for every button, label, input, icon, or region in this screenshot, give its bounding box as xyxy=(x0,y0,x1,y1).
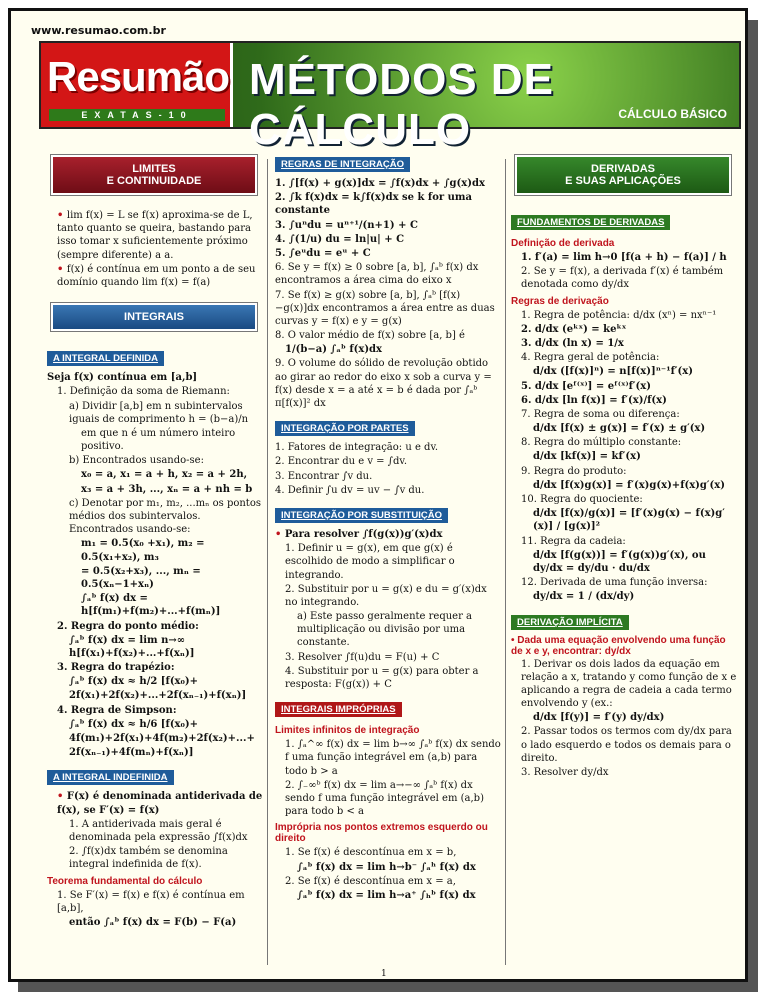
list-item: 1. Fatores de integração: u e dv. xyxy=(275,442,439,454)
site-url: www.resumao.com.br xyxy=(31,24,166,37)
text: f(x) é contínua em um ponto a de seu domínio quando lim f(x) = f(a) xyxy=(57,263,256,288)
cheat-sheet-page xyxy=(8,8,748,982)
formula: m₁ = 0.5(x₀ +x₁), m₂ = 0.5(x₁+x₂), m₃ xyxy=(81,538,205,563)
bullet: • xyxy=(275,528,285,540)
list-item: 4. Substituir por u = g(x) para obter a resposta: F(g(x)) + C xyxy=(285,665,479,690)
formula: ∫ₐᵇ f(x) dx = lim n→∞ h[f(x₁)+f(x₂)+...+f(xₙ)] xyxy=(69,634,195,659)
list-item xyxy=(275,528,501,541)
formula: d/dx [kf(x)] = kf′(x) xyxy=(533,451,641,463)
formula: 1/(b−a) ∫ₐᵇ f(x)dx xyxy=(285,344,383,356)
formula: d/dx [f(y)] = f′(y) dy/dx) xyxy=(533,712,665,724)
list-item: Seja f(x) contínua em [a,b] xyxy=(47,372,198,384)
limit-definition xyxy=(47,209,263,262)
list-item: 2. Regra do ponto médio: xyxy=(57,620,199,632)
rule-item: 6. Se y = f(x) ≥ 0 sobre [a, b], ∫ₐᵇ f(x) dx encontramos a área cima do eixo x xyxy=(275,262,479,287)
formula: 2f(x₁)+2f(x₂)+...+2f(xₙ₋₁)+f(xₙ)] xyxy=(69,690,247,702)
section-header-line: E SUAS APLICAÇÕES xyxy=(565,175,681,187)
subsection-implicit-derivation: DERIVAÇÃO IMPLÍCITA xyxy=(511,615,629,630)
column-divider xyxy=(267,159,268,965)
formula: 4f(m₁)+2f(x₁)+4f(m₂)+2f(x₂)+...+ xyxy=(69,733,255,744)
rule-item: 7. Se f(x) ≥ g(x) sobre [a, b], ∫ₐᵇ [f(x)−g(x)]dx encontramos a área entre as duas curvas y = f(x) e y = g(x) xyxy=(275,289,495,327)
formula: ∫ₐᵇ f(x) dx = lim h→a⁺ ∫ₕᵇ f(x) dx xyxy=(297,889,476,901)
section-header-integrals: INTEGRAIS xyxy=(51,303,257,331)
list-item: 3. Regra do trapézio: xyxy=(57,662,175,674)
brand-logo xyxy=(41,43,233,127)
list-item: 2. Passar todos os termos com dy/dx para o lado esquerdo e todos os demais para o direito. xyxy=(521,726,732,764)
rule-item: 6. d/dx [ln f(x)] = f′(x)/f(x) xyxy=(521,394,667,406)
rule-item: 8. O valor médio de f(x) sobre [a, b] é xyxy=(275,330,465,342)
content-area xyxy=(39,151,741,971)
list-item: em que n é um número inteiro positivo. xyxy=(81,427,236,453)
list-item: a) Dividir [a,b] em n subintervalos iguais de comprimento h = (b−a)/n xyxy=(69,400,249,425)
rule-item: 2. d/dx (eᵏˣ) = keᵏˣ xyxy=(521,323,627,335)
subsection-integration-by-parts: INTEGRAÇÃO POR PARTES xyxy=(275,421,415,436)
formula: d/dx ([f(x)]ⁿ) = n[f(x)]ⁿ⁻¹f′(x) xyxy=(533,366,693,378)
rule-item: 4. Regra geral de potência: xyxy=(521,352,660,364)
text: F(x) é denominada antiderivada de f(x), se F′(x) = f(x) xyxy=(57,791,263,816)
list-item: 2. Se f(x) é descontínua em x = a, xyxy=(285,875,456,887)
rule-item: 11. Regra da cadeia: xyxy=(521,535,626,547)
formula: d/dx [f(g(x))] = f′(g(x))g′(x), ou dy/dx = dy/du · du/dx xyxy=(533,549,706,574)
rule-item: 12. Derivada de uma função inversa: xyxy=(521,577,708,589)
rule-item: 9. Regra do produto: xyxy=(521,465,627,477)
formula: = 0.5(x₂+x₃), ..., mₙ = 0.5(xₙ−1+xₙ) xyxy=(81,565,201,590)
rule-item: 9. O volume do sólido de revolução obtido ao girar ao redor do eixo x sob a curva y = f(x) desde x = a até x = b é dada por ∫ₐᵇ π[f(x)]² dx xyxy=(275,358,492,409)
bullet: • xyxy=(57,210,67,221)
bullet: • xyxy=(511,634,518,646)
rule-item: 1. Regra de potência: d/dx (xⁿ) = nxⁿ⁻¹ xyxy=(521,309,717,321)
section-header-derivatives xyxy=(515,155,731,195)
formula: d/dx [f(x)g(x)] = f′(x)g(x)+f(x)g′(x) xyxy=(533,479,725,491)
text: lim f(x) = L se f(x) aproxima-se de L, tanto quanto se queira, bastando para isso tomar x suficientemente próximo (sempre diferente) a a. xyxy=(57,210,253,261)
formula: dy/dx = 1 / (dx/dy) xyxy=(533,591,635,603)
bullet: • xyxy=(57,791,67,803)
list-item: 4. Definir ∫u dv = uv − ∫v du. xyxy=(275,484,425,496)
rule-item: 10. Regra do quociente: xyxy=(521,494,643,505)
column-left xyxy=(47,151,263,930)
rule-item: 5. d/dx [eᶠ⁽ˣ⁾] = eᶠ⁽ˣ⁾f′(x) xyxy=(521,380,651,392)
section-header-limits xyxy=(51,155,257,195)
page-number: 1 xyxy=(381,969,387,979)
improper-title-endpoints: Imprópria nos pontos extremos esquerdo ou direito xyxy=(275,822,488,845)
subsection-derivative-fundamentals: FUNDAMENTOS DE DERIVADAS xyxy=(511,215,670,230)
subsection-definite-integral: A INTEGRAL DEFINIDA xyxy=(47,351,164,366)
list-item: 3. Resolver dy/dx xyxy=(521,767,609,778)
rule-item: 4. ∫(1/u) du = ln|u| + C xyxy=(275,233,405,245)
list-item: 2. ∫f(x)dx também se denomina integral indefinida de f(x). xyxy=(69,846,228,871)
continuity-definition xyxy=(47,263,263,289)
list-item: 2. Encontrar du e v = ∫dv. xyxy=(275,456,407,468)
derivative-definition-title: Definição de derivada xyxy=(511,238,615,249)
list-item: 3. Resolver ∫f(u)du = F(u) + C xyxy=(285,651,440,663)
rule-item: 7. Regra de soma ou diferença: xyxy=(521,408,680,420)
formula: x₀ = a, x₁ = a + h, x₂ = a + 2h, xyxy=(81,469,248,481)
list-item: 1. Se f(x) é descontínua em x = b, xyxy=(285,847,457,859)
list-item: 3. Encontrar ∫v du. xyxy=(275,470,373,482)
formula: ∫ₐᵇ f(x) dx = lim h→b⁻ ∫ₐʰ f(x) dx xyxy=(297,861,476,873)
improper-title-infinite-limits: Limites infinitos de integração xyxy=(275,725,420,737)
section-header-line: E CONTINUIDADE xyxy=(106,175,202,187)
list-item xyxy=(47,790,263,816)
list-item: 1. A antiderivada mais geral é denominada pela expressão ∫f(x)dx xyxy=(69,818,248,843)
list-item: 1. Derivar os dois lados da equação em relação a x, tratando y como função de x e aplicando a regra de cadeia a cada termo envolvendo y (ex.: xyxy=(521,658,737,710)
rule-item: 3. d/dx (ln x) = 1/x xyxy=(521,337,624,349)
subsection-integration-by-substitution: INTEGRAÇÃO POR SUBSTITUIÇÃO xyxy=(275,508,448,523)
rule-item: 5. ∫eᵘdu = eᵘ + C xyxy=(275,247,371,259)
list-item: 1. Se F′(x) = f(x) e f(x) é contínua em [a,b], xyxy=(57,889,245,914)
column-divider xyxy=(505,159,506,965)
text: Dada uma equação envolvendo uma função de x e y, encontrar: dy/dx xyxy=(511,634,726,657)
list-item: b) Encontrados usando-se: xyxy=(69,455,204,467)
list-item: 4. Regra de Simpson: xyxy=(57,704,177,716)
formula: ∫ₐᵇ f(x) dx ≈ h/2 [f(x₀)+ xyxy=(69,676,198,688)
formula: d/dx [f(x)/g(x)] = [f′(x)g(x) − f(x)g′(x)] / [g(x)]² xyxy=(533,508,725,533)
subsection-indefinite-integral: A INTEGRAL INDEFINIDA xyxy=(47,770,174,785)
bullet: • xyxy=(57,263,67,275)
page-title: MÉTODOS DE CÁLCULO xyxy=(249,55,555,154)
list-item: 2. Se y = f(x), a derivada f′(x) é também denotada como dy/dx xyxy=(521,266,724,291)
rule-item: 1. ∫[f(x) + g(x)]dx = ∫f(x)dx + ∫g(x)dx xyxy=(275,178,485,189)
implicit-intro xyxy=(511,635,737,657)
formula: x₃ = a + 3h, ..., xₙ = a + nh = b xyxy=(81,483,253,495)
subsection-improper-integrals: INTEGRAIS IMPRÓPRIAS xyxy=(275,702,402,717)
column-right xyxy=(511,151,737,780)
column-middle xyxy=(275,151,501,903)
formula: ∫ₐᵇ f(x) dx ≈ h/6 [f(x₀)+ xyxy=(69,718,198,730)
formula: 1. f′(a) = lim h→0 [f(a + h) − f(a)] / h xyxy=(521,252,727,263)
brand-name: Resumão xyxy=(47,53,230,100)
list-item: a) Este passo geralmente requer a multiplicação ou divisão por uma constante. xyxy=(297,611,473,649)
text: Para resolver ∫f(g(x))g′(x)dx xyxy=(284,528,443,540)
section-header-line: LIMITES xyxy=(132,163,176,175)
section-header-line: DERIVADAS xyxy=(591,163,655,175)
brand-series: EXATAS-10 xyxy=(49,109,225,121)
formula: então ∫ₐᵇ f(x) dx = F(b) − F(a) xyxy=(69,916,237,928)
ftc-title: Teorema fundamental do cálculo xyxy=(47,875,203,887)
subsection-integration-rules: REGRAS DE INTEGRAÇÃO xyxy=(275,157,410,172)
list-item: 1. Definir u = g(x), em que g(x) é escolhido de modo a simplificar o integrando. xyxy=(285,543,455,581)
list-item: c) Denotar por m₁, m₂, ...mₙ os pontos médios dos subintervalos. Encontrados usando-se: xyxy=(69,497,261,536)
page-subtitle: CÁLCULO BÁSICO xyxy=(618,107,727,121)
header-banner xyxy=(39,41,741,154)
list-item: 2. Substituir por u = g(x) e du = g′(x)dx no integrando. xyxy=(285,583,487,608)
list-item: 1. ∫ₐ^∞ f(x) dx = lim b→∞ ∫ₐᵇ f(x) dx sendo f uma função integrável em (a,b) para todo b > a xyxy=(285,739,501,777)
rule-item: 2. ∫k f(x)dx = k∫f(x)dx se k for uma constante xyxy=(275,192,472,217)
formula: ∫ₐᵇ f(x) dx = h[f(m₁)+f(m₂)+...+f(mₙ)] xyxy=(81,593,221,618)
list-item: 2. ∫₋∞ᵇ f(x) dx = lim a→−∞ ∫ₐᵇ f(x) dx sendo f uma função integrável em (a,b) para todo b < a xyxy=(285,779,484,818)
list-item: 1. Definição da soma de Riemann: xyxy=(57,386,230,398)
rule-item: 3. ∫uⁿdu = uⁿ⁺¹/(n+1) + C xyxy=(275,219,418,231)
formula: 2f(xₙ₋₁)+4f(mₙ)+f(xₙ)] xyxy=(69,747,194,759)
formula: d/dx [f(x) ± g(x)] = f′(x) ± g′(x) xyxy=(533,423,706,435)
rule-item: 8. Regra do múltiplo constante: xyxy=(521,437,682,449)
derivation-rules-title: Regras de derivação xyxy=(511,295,609,307)
